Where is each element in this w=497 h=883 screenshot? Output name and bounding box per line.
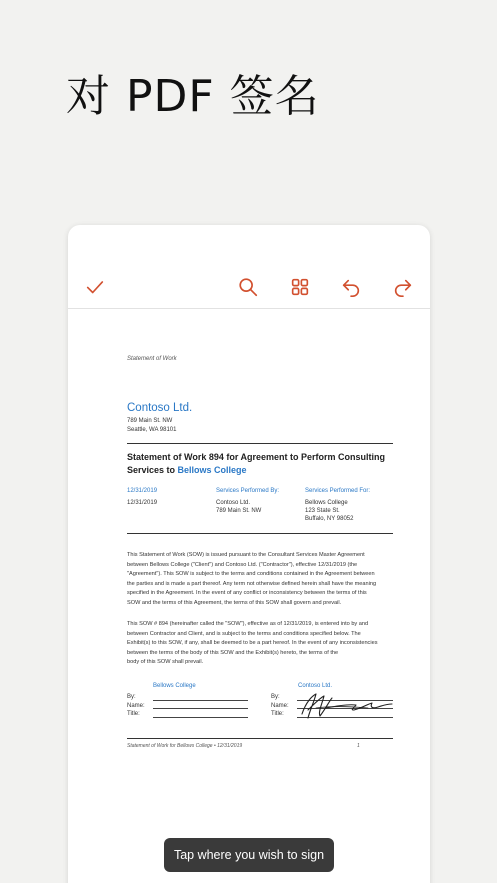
col3-header: Services Performed For: xyxy=(305,488,371,494)
sig-line-title[interactable] xyxy=(153,717,248,718)
paragraph-line: body of this SOW shall prevail. xyxy=(127,659,204,665)
document-title xyxy=(127,451,393,477)
paragraph-line: the parties and is made a part thereof. Any term not otherwise defined herein shall have the meaning xyxy=(127,580,377,587)
paragraph-line: This SOW # 894 (hereinafter called the "SOW"), effective as of 12/31/2019, is entered into by and xyxy=(127,621,369,627)
pdf-document[interactable] xyxy=(68,310,430,883)
sig-line-name[interactable] xyxy=(153,708,248,709)
address-line-2: Seattle, WA 98101 xyxy=(127,426,177,433)
col2-value xyxy=(216,499,261,515)
paragraph-line: "Agreement"). This SOW is subject to the terms and conditions contained in the Agreement between xyxy=(127,571,375,577)
col2-header: Services Performed By: xyxy=(216,488,280,494)
paragraph-2 xyxy=(127,620,395,668)
sig-name-label: Name: xyxy=(127,702,145,709)
paragraph-line: Exhibit(s) to this SOW, if any, shall be deemed to be a part hereof. In the event of any inconsistencies xyxy=(127,640,378,646)
col1-value: 12/31/2019 xyxy=(127,500,158,506)
title-line-1: Statement of Work 894 for Agreement to Perform Consulting xyxy=(127,452,386,462)
search-icon[interactable] xyxy=(234,273,262,301)
title-prefix: Services to xyxy=(127,465,178,475)
sig-by-label: By: xyxy=(127,694,136,700)
paragraph-line: SOW and the terms of this Agreement, the terms of this SOW shall govern and prevail. xyxy=(127,599,342,606)
address-line-1: 789 Main St. NW xyxy=(127,418,173,424)
sig-right-labels xyxy=(271,693,289,719)
col3-line-1: Bellows College xyxy=(305,500,348,506)
col2-line-1: Contoso Ltd. xyxy=(216,500,251,506)
company-name: Contoso Ltd. xyxy=(127,402,193,414)
paragraph-line: between Contractor and Client, and is subject to the terms and conditions specified below. The xyxy=(127,630,361,637)
col3-line-2: 123 State St. xyxy=(305,508,340,514)
paragraph-line: between Bellows College ("Client") and Contoso Ltd. ("Contractor"), effective 12/31/2019 (the xyxy=(127,561,358,568)
checkmark-icon[interactable] xyxy=(81,273,109,301)
undo-icon[interactable] xyxy=(337,273,365,301)
sig-right-party: Contoso Ltd. xyxy=(298,683,333,689)
app-screen xyxy=(68,225,430,883)
title-line-2 xyxy=(127,464,393,477)
sig-title-label: Title: xyxy=(271,711,284,717)
paragraph-line: This Statement of Work (SOW) is issued pursuant to the Consultant Services Master Agreement xyxy=(127,552,365,558)
title-client: Bellows College xyxy=(177,465,247,475)
footer-left: Statement of Work for Bellows College • 12/31/2019 xyxy=(127,743,243,749)
col3-value xyxy=(305,499,353,523)
col2-line-2: 789 Main St. NW xyxy=(216,508,262,514)
redo-icon[interactable] xyxy=(389,273,417,301)
divider xyxy=(127,533,393,534)
paragraph-line: between the terms of the body of this SOW and the Exhibit(s) hereto, the terms of the xyxy=(127,649,339,656)
sig-name-label: Name: xyxy=(271,702,289,709)
sig-left-labels xyxy=(127,693,145,719)
handwritten-signature xyxy=(296,688,396,722)
sig-by-label: By: xyxy=(271,694,280,700)
sig-line-by[interactable] xyxy=(153,700,248,701)
toolbar xyxy=(68,265,430,309)
company-address xyxy=(127,417,176,434)
sign-hint-toast: Tap where you wish to sign xyxy=(164,838,334,872)
page-number: 1 xyxy=(357,743,360,749)
footer-divider xyxy=(127,738,393,739)
headline: 对 PDF 签名 xyxy=(66,71,320,122)
paragraph-line: specified in the Agreement. In the event of any conflict or inconsistency between the terms of this xyxy=(127,590,367,596)
sig-title-label: Title: xyxy=(127,711,140,717)
col3-line-3: Buffalo, NY 98052 xyxy=(305,516,354,522)
col1-header: 12/31/2019 xyxy=(127,488,158,494)
divider xyxy=(127,443,393,444)
grid-icon[interactable] xyxy=(286,273,314,301)
paragraph-1 xyxy=(127,551,395,608)
doc-header-label: Statement of Work xyxy=(127,356,177,362)
sig-left-party: Bellows College xyxy=(153,683,196,689)
